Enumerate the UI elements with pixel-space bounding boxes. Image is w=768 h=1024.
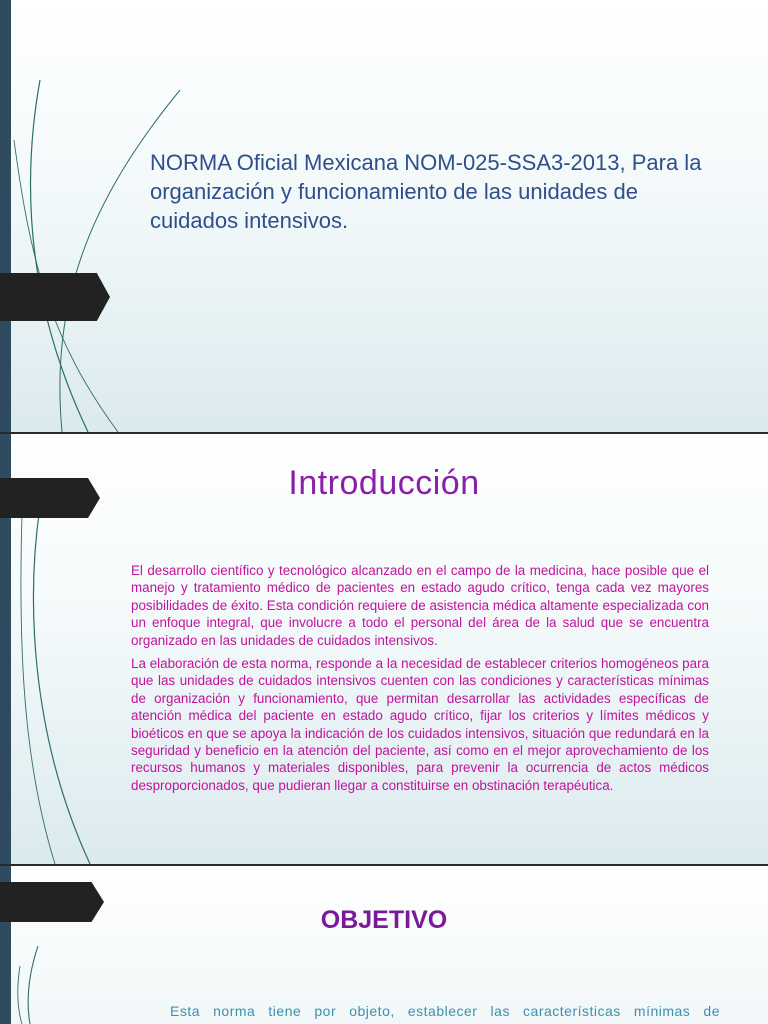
slide-title-text: NORMA Oficial Mexicana NOM-025-SSA3-2013, Para la organización y funcionamiento de las unidades de cuidados intensivos. <box>150 150 702 233</box>
section-heading: Introducción <box>288 464 480 502</box>
slide-introduction <box>0 434 768 864</box>
slide-title <box>0 0 768 432</box>
section-heading: OBJETIVO <box>320 906 448 934</box>
intro-body <box>131 562 709 800</box>
slide-objective <box>0 866 768 1024</box>
arrow-tab <box>0 273 110 321</box>
intro-paragraph: La elaboración de esta norma, responde a la necesidad de establecer criterios homogéneos para que las unidades de cuidados intensivos cuenten con las condiciones y características mínimas de organización y funcionamiento, que permitan desarrollar las actividades específicas de atención médica del paciente en estado agudo crítico, fijar los criterios y límites médicos y bioéticos en que se apoya la indicación de los cuidados intensivos, situación que redundará en la seguridad y beneficio en la atención del paciente, así como en el mejor aprovechamiento de los recursos humanos y materiales disponibles, para prevenir la ocurrencia de actos médicos desproporcionados, que pudieran llegar a constituirse en obstinación terapéutica. <box>131 656 709 793</box>
intro-paragraph: El desarrollo científico y tecnológico alcanzado en el campo de la medicina, hace posible que el manejo y tratamiento médico de pacientes en estado agudo crítico, tenga cada vez mayores posibilidades de éxito. Esta condición requiere de asistencia médica altamente especializada con un enfoque integral, que involucre a todo el personal del área de la salud que se encuentra organizado en las unidades de cuidados intensivos. <box>131 563 709 648</box>
objective-text: Esta norma tiene por objeto, establecer las características mínimas de <box>170 1003 720 1019</box>
